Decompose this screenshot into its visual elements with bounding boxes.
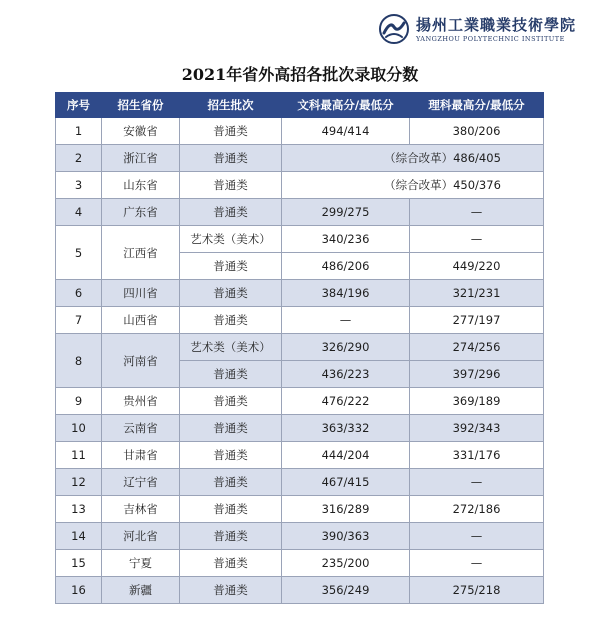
row-liberal-arts-score: 340/236: [282, 226, 410, 253]
row-province: 山西省: [102, 307, 180, 334]
row-batch: 普通类: [180, 145, 282, 172]
row-province: 河南省: [102, 334, 180, 388]
row-science-score: 321/231: [410, 280, 544, 307]
header-batch: 招生批次: [180, 93, 282, 118]
table-row: [56, 550, 544, 577]
institute-logo: [378, 12, 578, 48]
row-liberal-arts-score: 467/415: [282, 469, 410, 496]
row-liberal-arts-score: 436/223: [282, 361, 410, 388]
table-row: [56, 199, 544, 226]
row-liberal-arts-score: 235/200: [282, 550, 410, 577]
page-title: 2021年省外高招各批次录取分数: [181, 65, 419, 84]
row-batch: 普通类: [180, 280, 282, 307]
institute-emblem-icon: [378, 13, 410, 45]
table-row: [56, 577, 544, 604]
table-row: [56, 307, 544, 334]
table-row: [56, 334, 544, 361]
row-number: 7: [56, 307, 102, 334]
row-province: 广东省: [102, 199, 180, 226]
row-number: 1: [56, 118, 102, 145]
row-science-score: 331/176: [410, 442, 544, 469]
row-science-score: —: [410, 199, 544, 226]
row-batch: 普通类: [180, 253, 282, 280]
row-science-score: 449/220: [410, 253, 544, 280]
row-liberal-arts-score: 444/204: [282, 442, 410, 469]
row-liberal-arts-score: —: [282, 307, 410, 334]
row-liberal-arts-score: 476/222: [282, 388, 410, 415]
admission-score-table: [55, 92, 544, 604]
row-batch: 普通类: [180, 442, 282, 469]
row-batch: 普通类: [180, 469, 282, 496]
institute-name-cn: 揚州工業職業技術學院: [416, 16, 577, 34]
row-liberal-arts-score: 316/289: [282, 496, 410, 523]
header-liberal-arts-score: 文科最高分/最低分: [282, 93, 410, 118]
row-province: 山东省: [102, 172, 180, 199]
row-province: 新疆: [102, 577, 180, 604]
row-batch: 艺术类（美术）: [180, 226, 282, 253]
row-number: 15: [56, 550, 102, 577]
row-science-score: 397/296: [410, 361, 544, 388]
table-row: [56, 496, 544, 523]
row-liberal-arts-score: 363/332: [282, 415, 410, 442]
row-science-score: 380/206: [410, 118, 544, 145]
row-merged-score: （综合改革）486/405: [282, 145, 544, 172]
row-number: 5: [56, 226, 102, 280]
header-province: 招生省份: [102, 93, 180, 118]
table-row: [56, 442, 544, 469]
table-row: [56, 469, 544, 496]
row-science-score: 277/197: [410, 307, 544, 334]
row-science-score: 274/256: [410, 334, 544, 361]
row-number: 4: [56, 199, 102, 226]
row-batch: 普通类: [180, 172, 282, 199]
row-province: 吉林省: [102, 496, 180, 523]
row-province: 宁夏: [102, 550, 180, 577]
row-number: 3: [56, 172, 102, 199]
row-province: 辽宁省: [102, 469, 180, 496]
row-province: 江西省: [102, 226, 180, 280]
header-science-score: 理科最高分/最低分: [410, 93, 544, 118]
row-science-score: —: [410, 226, 544, 253]
row-batch: 普通类: [180, 523, 282, 550]
row-batch: 普通类: [180, 388, 282, 415]
row-number: 11: [56, 442, 102, 469]
row-liberal-arts-score: 486/206: [282, 253, 410, 280]
row-number: 16: [56, 577, 102, 604]
row-number: 10: [56, 415, 102, 442]
institute-name-en: YANGZHOU POLYTECHNIC INSTITUTE: [416, 35, 565, 43]
row-province: 河北省: [102, 523, 180, 550]
row-liberal-arts-score: 326/290: [282, 334, 410, 361]
table-row: [56, 388, 544, 415]
row-number: 8: [56, 334, 102, 388]
table-row: [56, 523, 544, 550]
row-number: 14: [56, 523, 102, 550]
row-province: 浙江省: [102, 145, 180, 172]
row-science-score: —: [410, 523, 544, 550]
row-batch: 普通类: [180, 199, 282, 226]
table-row: [56, 226, 544, 253]
row-province: 四川省: [102, 280, 180, 307]
row-science-score: 392/343: [410, 415, 544, 442]
table-row: [56, 172, 544, 199]
row-province: 贵州省: [102, 388, 180, 415]
row-liberal-arts-score: 299/275: [282, 199, 410, 226]
row-liberal-arts-score: 356/249: [282, 577, 410, 604]
row-number: 9: [56, 388, 102, 415]
row-province: 甘肃省: [102, 442, 180, 469]
row-province: 云南省: [102, 415, 180, 442]
row-number: 13: [56, 496, 102, 523]
table-row: [56, 280, 544, 307]
table-row: [56, 415, 544, 442]
row-batch: 艺术类（美术）: [180, 334, 282, 361]
row-province: 安徽省: [102, 118, 180, 145]
row-science-score: —: [410, 469, 544, 496]
row-number: 6: [56, 280, 102, 307]
row-liberal-arts-score: 384/196: [282, 280, 410, 307]
row-science-score: —: [410, 550, 544, 577]
row-merged-score: （综合改革）450/376: [282, 172, 544, 199]
row-batch: 普通类: [180, 307, 282, 334]
header-number: 序号: [56, 93, 102, 118]
row-liberal-arts-score: 494/414: [282, 118, 410, 145]
row-science-score: 272/186: [410, 496, 544, 523]
table-row: [56, 118, 544, 145]
row-science-score: 369/189: [410, 388, 544, 415]
row-batch: 普通类: [180, 577, 282, 604]
table-row: [56, 145, 544, 172]
row-science-score: 275/218: [410, 577, 544, 604]
table-header-row: [56, 93, 544, 118]
row-batch: 普通类: [180, 415, 282, 442]
row-batch: 普通类: [180, 361, 282, 388]
row-liberal-arts-score: 390/363: [282, 523, 410, 550]
row-batch: 普通类: [180, 118, 282, 145]
row-batch: 普通类: [180, 550, 282, 577]
row-batch: 普通类: [180, 496, 282, 523]
row-number: 2: [56, 145, 102, 172]
row-number: 12: [56, 469, 102, 496]
